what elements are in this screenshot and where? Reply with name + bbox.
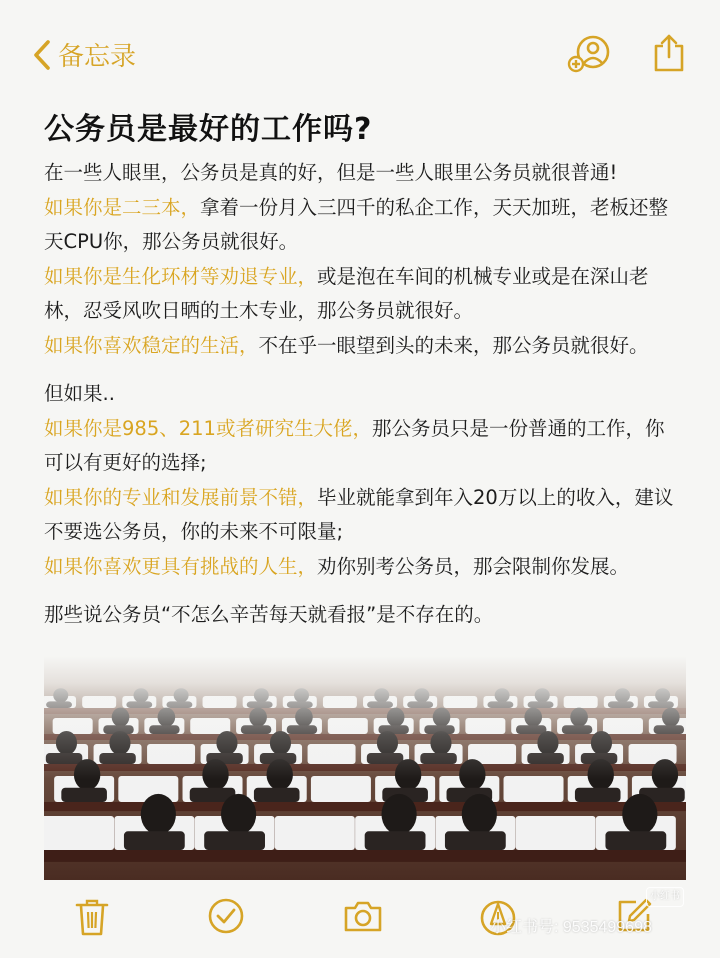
note-paragraph (44, 550, 680, 585)
body-text: 不在乎一眼望到头的未来，那公务员就很好。 (258, 333, 649, 357)
paragraph-gap (44, 363, 680, 377)
note-paragraph (44, 598, 680, 633)
note-paragraph (44, 377, 680, 412)
note-paragraph (44, 481, 680, 550)
paragraph-gap (44, 584, 680, 598)
chevron-left-icon (32, 39, 52, 71)
highlighted-text: 如果你是二三本， (44, 195, 201, 219)
highlighted-text: 如果你是生化环材等劝退专业， (44, 264, 318, 288)
auditorium-photo (44, 656, 686, 880)
note-paragraph (44, 156, 680, 191)
highlighted-text: 如果你喜欢更具有挑战的人生， (44, 554, 318, 578)
body-text: 那公务员只是一份普通的工作，你可以有更好的选择; (44, 416, 665, 474)
trash-icon[interactable] (74, 896, 110, 942)
highlighted-text: 如果你喜欢稳定的生活， (44, 333, 259, 357)
body-text: 那些说公务员“不怎么辛苦每天就看报”是不存在的。 (44, 603, 494, 626)
top-bar (0, 0, 720, 100)
note-paragraph (44, 329, 680, 364)
watermark-logo: 小红书 (646, 887, 684, 907)
add-person-icon[interactable] (566, 34, 610, 78)
body-text: 或是泡在车间的机械专业或是在深山老林，忍受风吹日晒的土木专业，那公务员就很好。 (44, 264, 649, 322)
note-paragraph (44, 412, 680, 481)
note-paragraph (44, 260, 680, 329)
note-body[interactable] (44, 156, 680, 633)
body-text: 劝你别考公务员，那会限制你发展。 (317, 554, 630, 578)
highlighted-text: 如果你是985、211或者研究生大佬， (44, 416, 372, 440)
back-button[interactable] (32, 36, 136, 73)
camera-icon[interactable] (342, 896, 384, 940)
body-text: 拿着一份月入三四千的私企工作，天天加班，老板还整天CPU你，那公务员就很好。 (44, 195, 669, 253)
body-text: 在一些人眼里，公务员是真的好，但是一些人眼里公务员就很普通! (44, 161, 618, 184)
back-label: 备忘录 (58, 42, 137, 72)
body-text: 毕业就能拿到年入20万以上的收入，建议不要选公务员，你的未来不可限量; (44, 485, 674, 543)
highlighted-text: 如果你的专业和发展前景不错， (44, 485, 318, 509)
note-title: 公务员是最好的工作吗? (44, 112, 373, 147)
body-text: 但如果.. (44, 382, 115, 405)
checklist-icon[interactable] (206, 896, 246, 940)
share-icon[interactable] (652, 32, 686, 78)
watermark-text: 小红书号: 9535499698 (490, 919, 652, 936)
note-paragraph (44, 191, 680, 260)
